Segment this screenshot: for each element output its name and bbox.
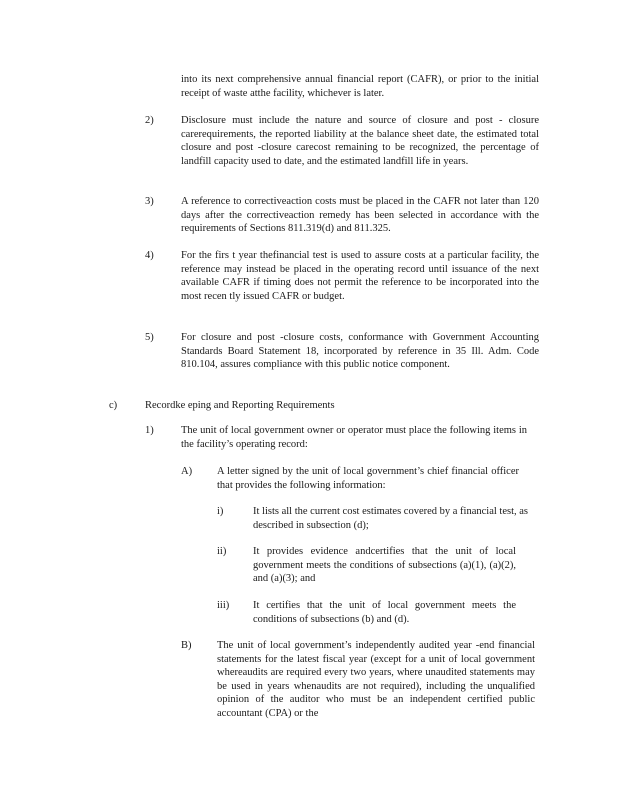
c-item-1-text: The unit of local government owner or operator must place the following items in the facility’s operating record:: [181, 425, 527, 450]
sub-a-text: A letter signed by the unit of local government’s chief financial officer that provides the following information:: [217, 466, 519, 491]
roman-i-label: i): [217, 506, 224, 517]
sub-b-text: The unit of local government’s independently audited year -end financial statements for the latest fiscal year (except for a unit of local government whereaudits are required every two years, where unaudited statements may be used in years whenaudits are not required), including the unqualified opinion of the auditor who must be an independent certified public accountant (CPA) or the: [217, 640, 535, 719]
roman-iii-text: It certifies that the unit of local government meets the conditions of subsections (b) and (d).: [253, 600, 516, 625]
c-item-1-label: 1): [145, 425, 154, 436]
item-2-text: Disclosure must include the nature and source of closure and post - closure carerequirements, the reported liability at the balance sheet date, the estimated total closure and post -closure carecost remaining to be recognized, the percentage of landfill capacity used to date, and the estimated landfill life in years.: [181, 115, 539, 167]
roman-i-text: It lists all the current cost estimates covered by a financial test, as described in subsection (d);: [253, 506, 528, 531]
item-5-label: 5): [145, 332, 154, 343]
intro-paragraph: into its next comprehensive annual financial report (CAFR), or prior to the initial receipt of waste atthe facility, whichever is later.: [181, 74, 539, 99]
item-5-text: For closure and post -closure costs, conformance with Government Accounting Standards Board Statement 18, incorporated by reference in 35 Ill. Adm. Code 810.104, assures compliance with this public notice component.: [181, 332, 539, 371]
item-2-label: 2): [145, 115, 154, 126]
roman-iii-label: iii): [217, 600, 230, 611]
item-3-text: A reference to correctiveaction costs must be placed in the CAFR not later than 120 days after the correctiveaction remedy has been selected in accordance with the requirements of Sections 811.319(d) and 811.325.: [181, 196, 539, 235]
section-c-label: c): [109, 400, 118, 411]
sub-a-label: A): [181, 466, 193, 477]
section-c-heading: Recordke eping and Reporting Requirements: [145, 400, 335, 411]
item-4-label: 4): [145, 250, 154, 261]
item-4-text: For the firs t year thefinancial test is used to assure costs at a particular facility, the reference may instead be placed in the operating record until issuance of the next available CAFR if timing does not permit the reference to be incorporated into the most recen tly issued CAFR or budget.: [181, 250, 539, 302]
roman-ii-label: ii): [217, 546, 227, 557]
sub-b-label: B): [181, 640, 192, 651]
roman-ii-text: It provides evidence andcertifies that the unit of local government meets the conditions of subsections (a)(1), (a)(2), and (a)(3); and: [253, 546, 516, 585]
item-3-label: 3): [145, 196, 154, 207]
